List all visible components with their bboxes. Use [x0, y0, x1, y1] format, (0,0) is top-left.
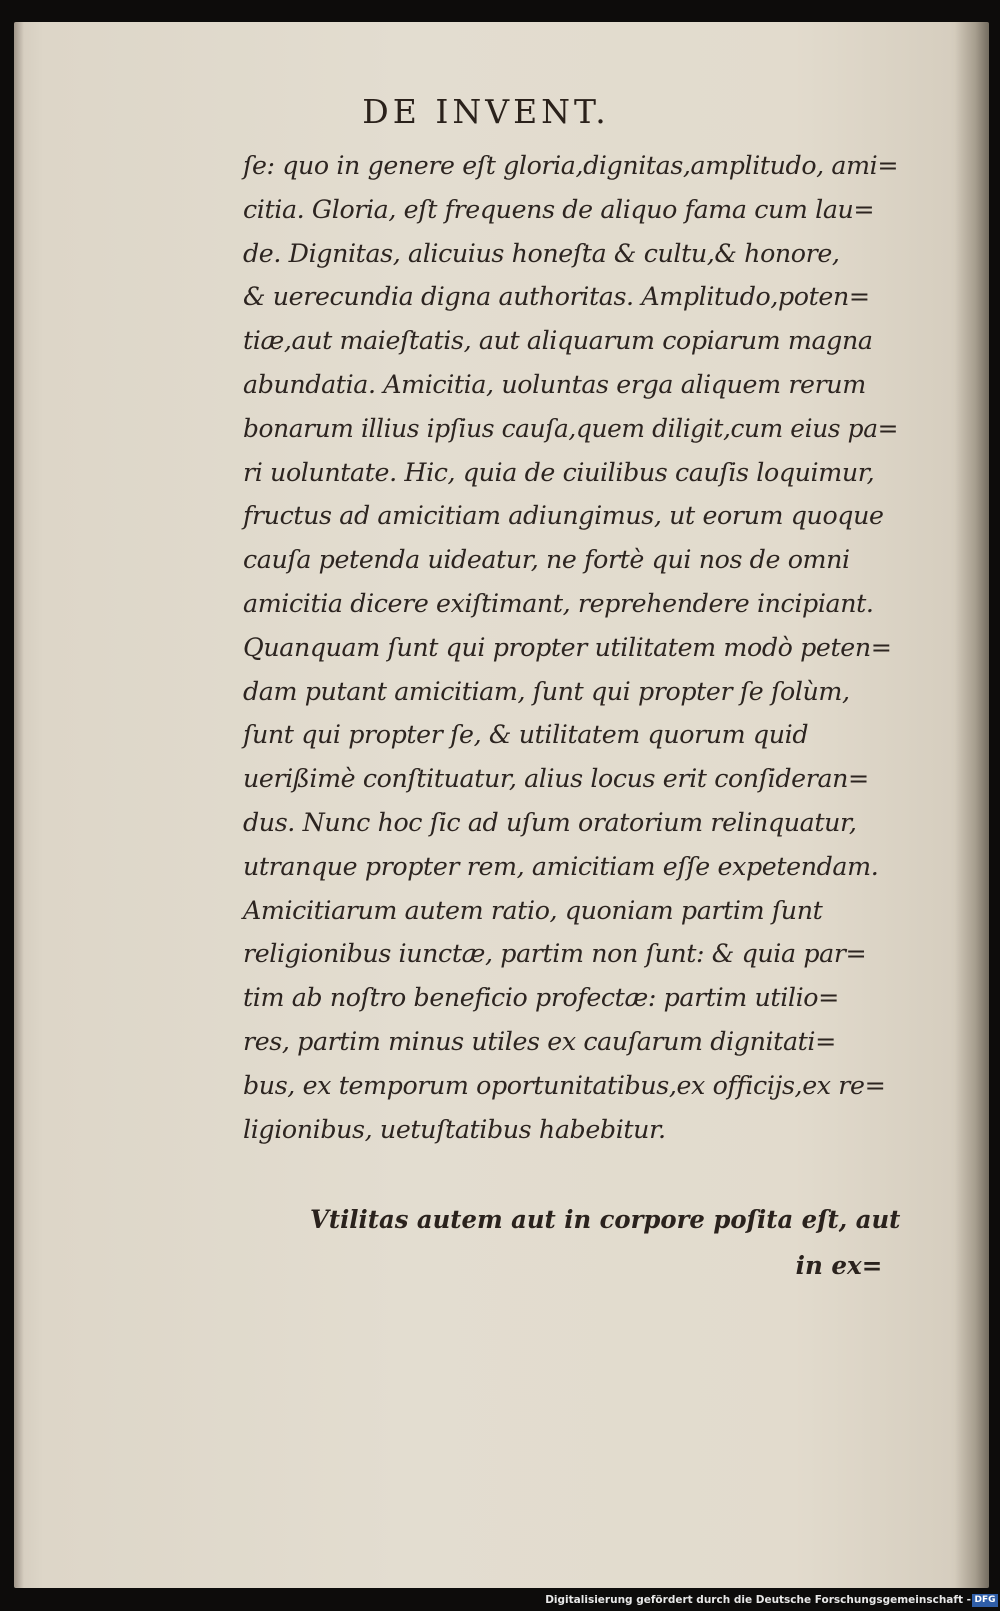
closing-paragraph [310, 1197, 910, 1289]
page-edge-shadow [955, 22, 989, 1588]
text-line: ſunt qui propter ſe, & utilitatem quorum quid [243, 720, 809, 751]
text-line: amicitia dicere exiſtimant, reprehendere incipiant. [243, 588, 874, 619]
text-line: fructus ad amicitiam adiungimus, ut eorum quoque [243, 501, 884, 532]
text-line: Amicitiarum autem ratio, quoniam partim ſunt [243, 895, 823, 926]
digitization-credit: Digitalisierung gefördert durch die Deutsche Forschungsgemeinschaft - [545, 1594, 971, 1606]
catchword: in ex= [795, 1251, 883, 1280]
text-line: de. Dignitas, alicuius honeſta & cultu,& honore, [243, 238, 840, 269]
text-line: bus, ex temporum oportunitatibus,ex officijs,ex re= [243, 1070, 886, 1101]
text-line: ri uoluntate. Hic, quia de ciuilibus cauſis loquimur, [243, 457, 875, 488]
text-line: uerißimè conſtituatur, alius locus erit conſideran= [243, 764, 869, 795]
closing-line: Vtilitas autem aut in corpore poſita eſt, aut [310, 1205, 901, 1234]
running-head: DE INVENT. [362, 92, 610, 131]
text-line: tim ab noſtro beneficio profectæ: partim utilio= [243, 983, 839, 1014]
text-line: dus. Nunc hoc ſic ad uſum oratorium relinquatur, [243, 807, 857, 838]
page-gutter-shadow [14, 22, 24, 1588]
text-line: ligionibus, uetuſtatibus habebitur. [243, 1114, 666, 1145]
text-line: dam putant amicitiam, ſunt qui propter ſe ſolùm, [243, 676, 850, 707]
text-line: cauſa petenda uideatur, ne fortè qui nos de omni [243, 545, 850, 576]
text-line: religionibus iunctæ, partim non ſunt: & quia par= [243, 939, 867, 970]
text-line: citia. Gloria, eſt frequens de aliquo fama cum lau= [243, 194, 875, 225]
text-line: ſe: quo in genere eſt gloria,dignitas,amplitudo, ami= [243, 151, 899, 181]
body-text [243, 145, 903, 1152]
text-line: res, partim minus utiles ex cauſarum dignitati= [243, 1026, 836, 1057]
text-line: abundatia. Amicitia, uoluntas erga aliquem rerum [243, 369, 866, 400]
text-line: Quanquam ſunt qui propter utilitatem modò peten= [243, 632, 892, 663]
text-line: bonarum illius ipſius cauſa,quem diligit,cum eius pa= [243, 413, 899, 444]
text-line: & uerecundia digna authoritas. Amplitudo,poten= [243, 282, 870, 313]
text-line: tiæ,aut maieſtatis, aut aliquarum copiarum magna [243, 326, 873, 357]
text-line: utranque propter rem, amicitiam eſſe expetendam. [243, 851, 879, 882]
dfg-logo: DFG [972, 1594, 998, 1607]
